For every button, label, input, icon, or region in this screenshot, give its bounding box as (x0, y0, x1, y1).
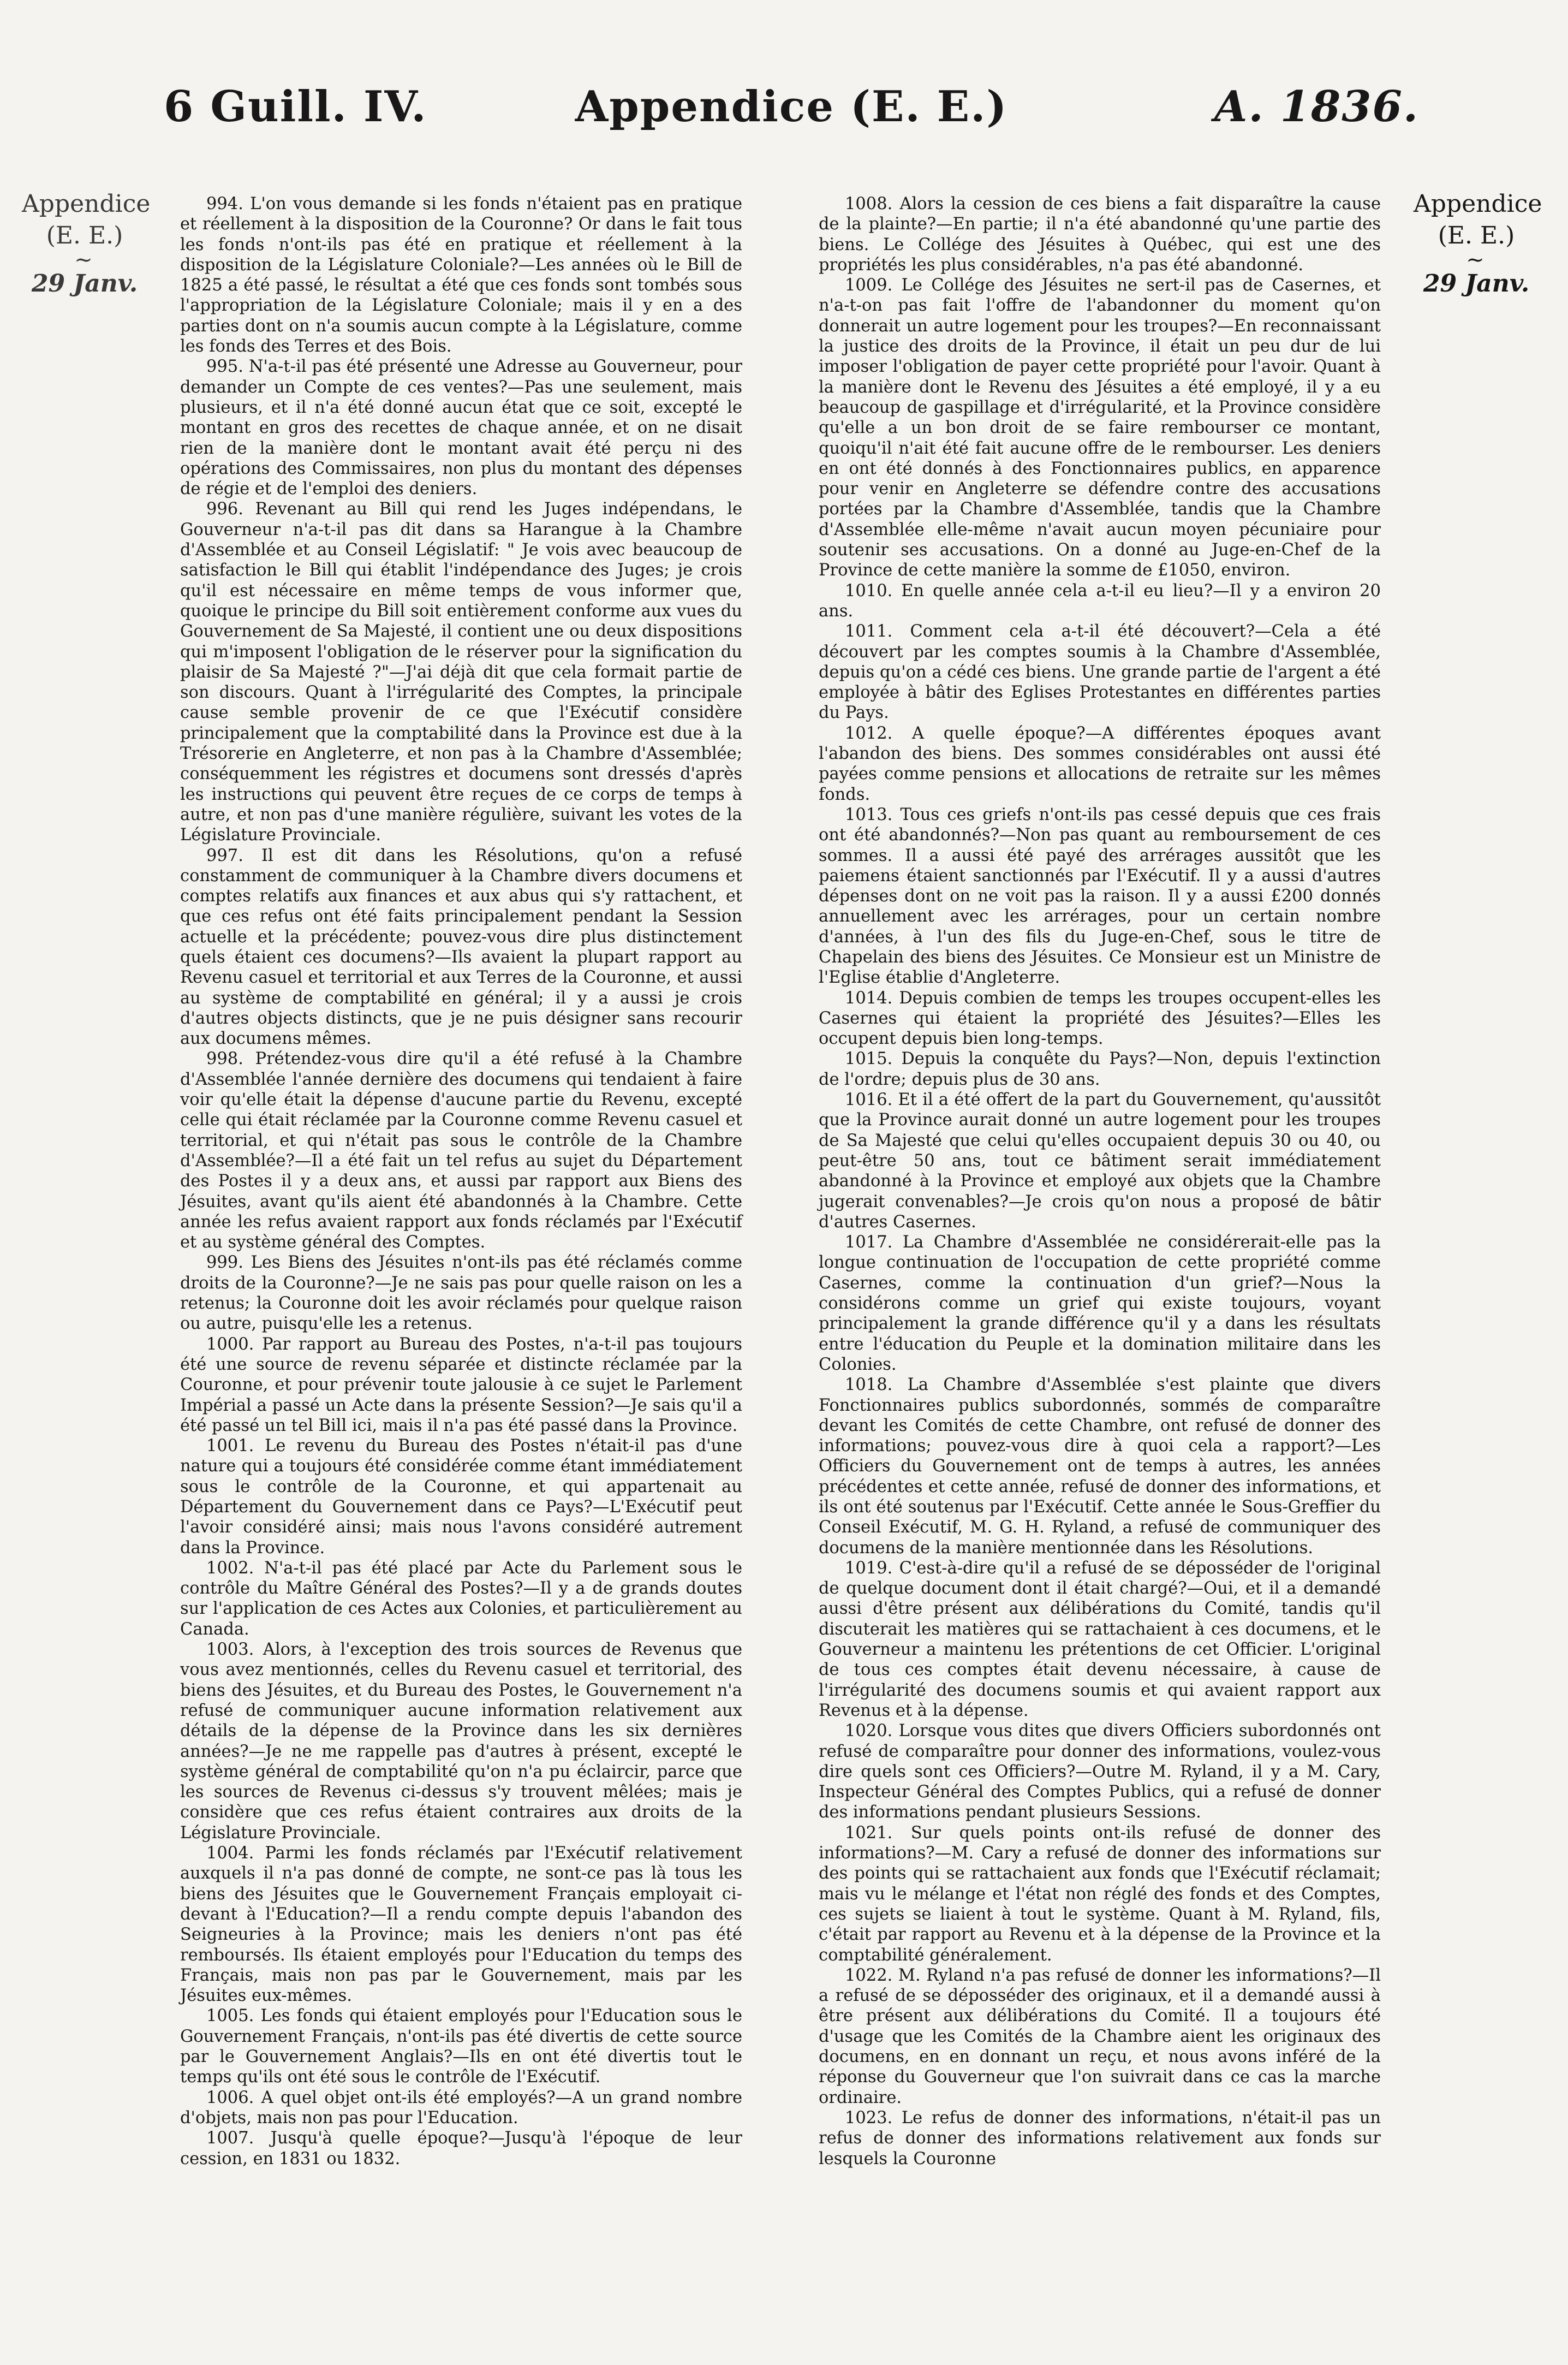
left-text-column (180, 194, 742, 2169)
testimony-paragraph: 1018. La Chambre d'Assemblée s'est plainte que divers Fonctionnaires publics subordonnés, sommés de comparaître devant les Comités de cette Chambre, ont refusé de donner des informations; pouvez-vous dire à quoi cela a rapport?—Les Officiers du Gouvernement ont de temps à autres, les années précédentes et cette année, refusé de donner des informations, et ils ont été soutenus par l'Exécutif. Cette année le Sous-Greffier du Conseil Exécutif, M. G. H. Ryland, a refusé de communiquer des documens de la manière mentionnée dans les Résolutions. (819, 1375, 1381, 1558)
testimony-paragraph: 1012. A quelle époque?—A différentes époques avant l'abandon des biens. Des sommes considérables ont aussi été payées comme pensions et allocations de retraite sur les mêmes fonds. (819, 723, 1381, 804)
testimony-paragraph: 1000. Par rapport au Bureau des Postes, n'a-t-il pas toujours été une source de revenu séparée et distincte réclamée par la Couronne, et pour prévenir toute jalousie à ce sujet le Parlement Impérial a passé un Acte dans la présente Session?—Je sais qu'il a été passé un tel Bill ici, mais il n'a pas été passé dans la Province. (180, 1334, 742, 1435)
session-reference: 6 Guill. IV. (164, 82, 427, 132)
margin-appendice-label: Appendice (22, 190, 151, 218)
testimony-paragraph: 1015. Depuis la conquête du Pays?—Non, depuis l'extinction de l'ordre; depuis plus de 30 ans. (819, 1049, 1381, 1089)
margin-appendix-code: (E. E.) (46, 222, 123, 249)
year-reference: A. 1836. (1214, 82, 1419, 132)
page-header (164, 82, 1419, 142)
testimony-paragraph: 995. N'a-t-il pas été présenté une Adresse au Gouverneur, pour demander un Compte de ces ventes?—Pas une seulement, mais plusieurs, et il n'a été donné aucun état que ce soit, excepté le montant en gros des recettes de chaque année, et on ne disait rien de la manière dont le montant avait été perçu ni des opérations des Commissaires, non plus du montant des dépenses de régie et de l'emploi des deniers. (180, 357, 742, 499)
testimony-paragraph: 1008. Alors la cession de ces biens a fait disparaître la cause de la plainte?—En partie; il n'a été abandonné qu'une partie des biens. Le Collége des Jésuites à Québec, qui est une des propriétés les plus considérables, n'a pas été abandonné. (819, 194, 1381, 275)
testimony-paragraph: 1009. Le Collége des Jésuites ne sert-il pas de Casernes, et n'a-t-on pas fait l'offre de l'abandonner du moment qu'on donnerait un autre logement pour les troupes?—En reconnaissant la justice des droits de la Province, il était un peu dur de lui imposer l'obligation de payer cette propriété pour l'avoir. Quant à la manière dont le Revenu des Jésuites a été employé, il y a eu beaucoup de gaspillage et d'irrégularité, et la Province considère qu'elle a un bon droit de se faire rembourser ce montant, quoiqu'il n'ait été fait aucune offre de le rembourser. Les deniers en ont été donnés à des Fonctionnaires publics, en apparence pour venir en Angleterre se défendre contre des accusations portées par la Chambre d'Assemblée, tandis que la Chambre d'Assemblée elle-même n'avait aucun moyen pécuniaire pour soutenir ses accusations. On a donné au Juge-en-Chef de la Province de cette manière la somme de £1050, environ. (819, 276, 1381, 580)
testimony-paragraph: 1020. Lorsque vous dites que divers Officiers subordonnés ont refusé de comparaître pour donner des informations, voulez-vous dire quels sont ces Officiers?—Outre M. Ryland, il y a M. Cary, Inspecteur Général des Comptes Publics, qui a refusé de donner des informations pendant plusieurs Sessions. (819, 1721, 1381, 1822)
testimony-paragraph: 1011. Comment cela a-t-il été découvert?—Cela a été découvert par les comptes soumis à la Chambre d'Assemblée, depuis qu'on a cédé ces biens. Une grande partie de l'argent a été employée à bâtir des Eglises Protestantes en différentes parties du Pays. (819, 622, 1381, 723)
testimony-paragraph: 1006. A quel objet ont-ils été employés?—A un grand nombre d'objets, mais non pas pour l'Education. (180, 2088, 742, 2128)
testimony-paragraph: 994. L'on vous demande si les fonds n'étaient pas en pratique et réellement à la disposition de la Couronne? Or dans le fait tous les fonds n'ont-ils pas été en pratique et réellement à la disposition de la Législature Coloniale?—Les années où le Bill de 1825 a été passé, le résultat a été que ces fonds sont tombés sous l'appropriation de la Législature Coloniale; mais il y en a des parties dont on n'a soumis aucun compte à la Législature, comme les fonds des Terres et des Bois. (180, 194, 742, 356)
testimony-paragraph: 997. Il est dit dans les Résolutions, qu'on a refusé constamment de communiquer à la Chambre divers documens et comptes relatifs aux finances et aux abus qui s'y rattachent, et que ces refus ont été faits principalement pendant la Session actuelle et la précédente; pouvez-vous dire plus distinctement quels étaient ces documens?—Ils avaient la plupart rapport au Revenu casuel et territorial et aux Terres de la Couronne, et aussi au système de comptabilité en général; il y a aussi je crois d'autres objects distincts, que je ne puis désigner sans recourir aux documens mêmes. (180, 846, 742, 1049)
testimony-paragraph: 998. Prétendez-vous dire qu'il a été refusé à la Chambre d'Assemblée l'année dernière des documens qui tendaient à faire voir qu'elle était la dépense d'aucune partie du Revenu, excepté celle qui était réclamée par la Couronne comme Revenu casuel et territorial, et qui n'était pas sous le contrôle de la Chambre d'Assemblée?—Il a été fait un tel refus au sujet du Département des Postes il y a deux ans, et aussi par rapport aux Biens des Jésuites, avant qu'ils aient été abandonnés à la Chambre. Cette année les refus avaient rapport aux fonds réclamés par l'Exécutif et au système général des Comptes. (180, 1049, 742, 1252)
testimony-paragraph: 1019. C'est-à-dire qu'il a refusé de se déposséder de l'original de quelque document dont il était chargé?—Oui, et il a demandé aussi d'être présent aux délibérations du Comité, tandis qu'il discuterait les matières qui se rattachaient à ces documens, et le Gouverneur a maintenu les prétentions de cet Officier. L'original de tous ces comptes était devenu nécessaire, à cause de l'irrégularité des documens soumis et qui avaient rapport aux Revenus et à la dépense. (819, 1558, 1381, 1720)
testimony-paragraph: 1004. Parmi les fonds réclamés par l'Exécutif relativement auxquels il n'a pas donné de compte, ne sont-ce pas là tous les biens des Jésuites que le Gouvernement Français employait ci-devant à l'Education?—Il a rendu compte depuis l'abandon des Seigneuries à la Province; mais les deniers n'ont pas été remboursés. Ils étaient employés pour l'Education du temps des Français, mais non pas par le Gouvernement, mais par les Jésuites eux-mêmes. (180, 1844, 742, 2006)
testimony-paragraph: 1017. La Chambre d'Assemblée ne considérerait-elle pas la longue continuation de l'occupation de cette propriété comme Casernes, comme la continuation d'un grief?—Nous la considérons comme un grief qui existe toujours, voyant principalement la grande différence qu'il y a dans les résultats entre l'éducation du Peuple et la domination militaire dans les Colonies. (819, 1233, 1381, 1374)
left-margin-note (22, 188, 151, 300)
margin-squiggle: ~ (74, 247, 95, 272)
testimony-paragraph: 1014. Depuis combien de temps les troupes occupent-elles les Casernes qui étaient la propriété des Jésuites?—Elles les occupent depuis bien long-temps. (819, 988, 1381, 1049)
testimony-paragraph: 1002. N'a-t-il pas été placé par Acte du Parlement sous le contrôle du Maître Général des Postes?—Il y a de grands doutes sur l'application de ces Actes aux Colonies, et particulièrement au Canada. (180, 1558, 742, 1639)
testimony-paragraph: 1001. Le revenu du Bureau des Postes n'était-il pas d'une nature qui a toujours été considérée comme étant immédiatement sous le contrôle de la Couronne, et qui appartenait au Département du Gouvernement dans ce Pays?—L'Exécutif peut l'avoir considéré ainsi; mais nous l'avons considéré autrement dans la Province. (180, 1436, 742, 1558)
testimony-paragraph: 1021. Sur quels points ont-ils refusé de donner des informations?—M. Cary a refusé de donner des informations sur des points qui se rattachaient aux fonds que l'Exécutif réclamait; mais vu le mélange et l'état non réglé des fonds et des Comptes, ces sujets se liaient à tout le système. Quant à M. Ryland, fils, c'était par rapport au Revenu et à la dépense de la Province et la comptabilité généralement. (819, 1823, 1381, 1965)
testimony-paragraph: 1016. Et il a été offert de la part du Gouvernement, qu'aussitôt que la Province aurait donné un autre logement pour les troupes de Sa Majesté que celui qu'elles occupaient depuis 30 ou 40, ou peut-être 50 ans, tout ce bâtiment serait immédiatement abandonné à la Province et employé aux objets que la Chambre jugerait convenables?—Je crois qu'on nous a proposé de bâtir d'autres Casernes. (819, 1090, 1381, 1232)
testimony-paragraph: 1013. Tous ces griefs n'ont-ils pas cessé depuis que ces frais ont été abandonnés?—Non pas quant au remboursement de ces sommes. Il a aussi été payé des arrérages aussitôt que les paiemens étaient sanctionnés par l'Exécutif. Il y a aussi d'autres dépenses dont on ne voit pas la raison. Il y a aussi £200 donnés annuellement avec les arrérages, pour un certain nombre d'années, à l'un des fils du Juge-en-Chef, sous le titre de Chapelain des biens des Jésuites. Ce Monsieur est un Ministre de l'Eglise établie d'Angleterre. (819, 805, 1381, 988)
margin-date: 29 Janv. (31, 270, 138, 298)
testimony-paragraph: 996. Revenant au Bill qui rend les Juges indépendans, le Gouverneur n'a-t-il pas dit dans sa Harangue à la Chambre d'Assemblée et au Conseil Législatif: " Je vois avec beaucoup de satisfaction le Bill qui établit l'indépendance des Juges; je crois qu'il est nécessaire en même temps de vous informer que, quoique le principe du Bill soit entièrement conforme aux vues du Gouvernement de Sa Majesté, il contient une ou deux dispositions qui m'imposent l'obligation de le réserver pour la signification du plaisir de Sa Majesté ?"—J'ai déjà dit que cela formait partie de son discours. Quant à l'irrégularité des Comptes, la principale cause semble provenir de ce que l'Exécutif considère principalement que la comptabilité dans la Province est due à la Trésorerie en Angleterre, et non pas à la Chambre d'Assemblée; conséquemment les régistres et documens sont dressés d'après les instructions qui peuvent être reçues de ce corps de temps à autre, et non pas d'une manière régulière, suivant les votes de la Législature Provinciale. (180, 500, 742, 845)
page-title: Appendice (E. E.) (575, 82, 1008, 132)
right-margin-note (1414, 188, 1542, 300)
margin-appendix-code: (E. E.) (1438, 222, 1515, 249)
testimony-paragraph: 1010. En quelle année cela a-t-il eu lieu?—Il y a environ 20 ans. (819, 581, 1381, 621)
margin-date: 29 Janv. (1423, 270, 1530, 298)
testimony-paragraph: 1005. Les fonds qui étaient employés pour l'Education sous le Gouvernement Français, n'ont-ils pas été divertis de cette source par le Gouvernement Anglais?—Ils en ont été divertis tout le temps qu'ils ont été sous le contrôle de l'Exécutif. (180, 2006, 742, 2087)
right-text-column (819, 194, 1381, 2169)
margin-squiggle: ~ (1466, 247, 1487, 272)
testimony-paragraph: 1003. Alors, à l'exception des trois sources de Revenus que vous avez mentionnés, celles du Revenu casuel et territorial, des biens des Jésuites, et du Bureau des Postes, le Gouvernement n'a refusé de communiquer aucune information relativement aux détails de la dépense de la Province dans les six dernières années?—Je ne me rappelle pas d'autres à présent, excepté le système général de comptabilité qu'on n'a pu éclaircir, parce que les sources de Revenus ci-dessus s'y trouvent mêlées; mais je considère que ces refus étaient contraires aux droits de la Législature Provinciale. (180, 1640, 742, 1843)
testimony-paragraph: 999. Les Biens des Jésuites n'ont-ils pas été réclamés comme droits de la Couronne?—Je ne sais pas pour quelle raison on les a retenus; la Couronne doit les avoir réclamés pour quelque raison ou autre, puisqu'elle les a retenus. (180, 1253, 742, 1334)
testimony-paragraph: 1007. Jusqu'à quelle époque?—Jusqu'à l'époque de leur cession, en 1831 ou 1832. (180, 2129, 742, 2168)
testimony-paragraph: 1022. M. Ryland n'a pas refusé de donner les informations?—Il a refusé de se déposséder des originaux, et il a demandé aussi à être présent aux délibérations du Comité. Il a toujours été d'usage que les Comités de la Chambre aient les originaux des documens, en en donnant un reçu, et nous avons inféré de la réponse du Gouverneur que l'on suivrait dans ce cas la marche ordinaire. (819, 1965, 1381, 2107)
margin-appendice-label: Appendice (1414, 190, 1542, 218)
testimony-paragraph: 1023. Le refus de donner des informations, n'était-il pas un refus de donner des informations relativement aux fonds sur lesquels la Couronne (819, 2108, 1381, 2168)
